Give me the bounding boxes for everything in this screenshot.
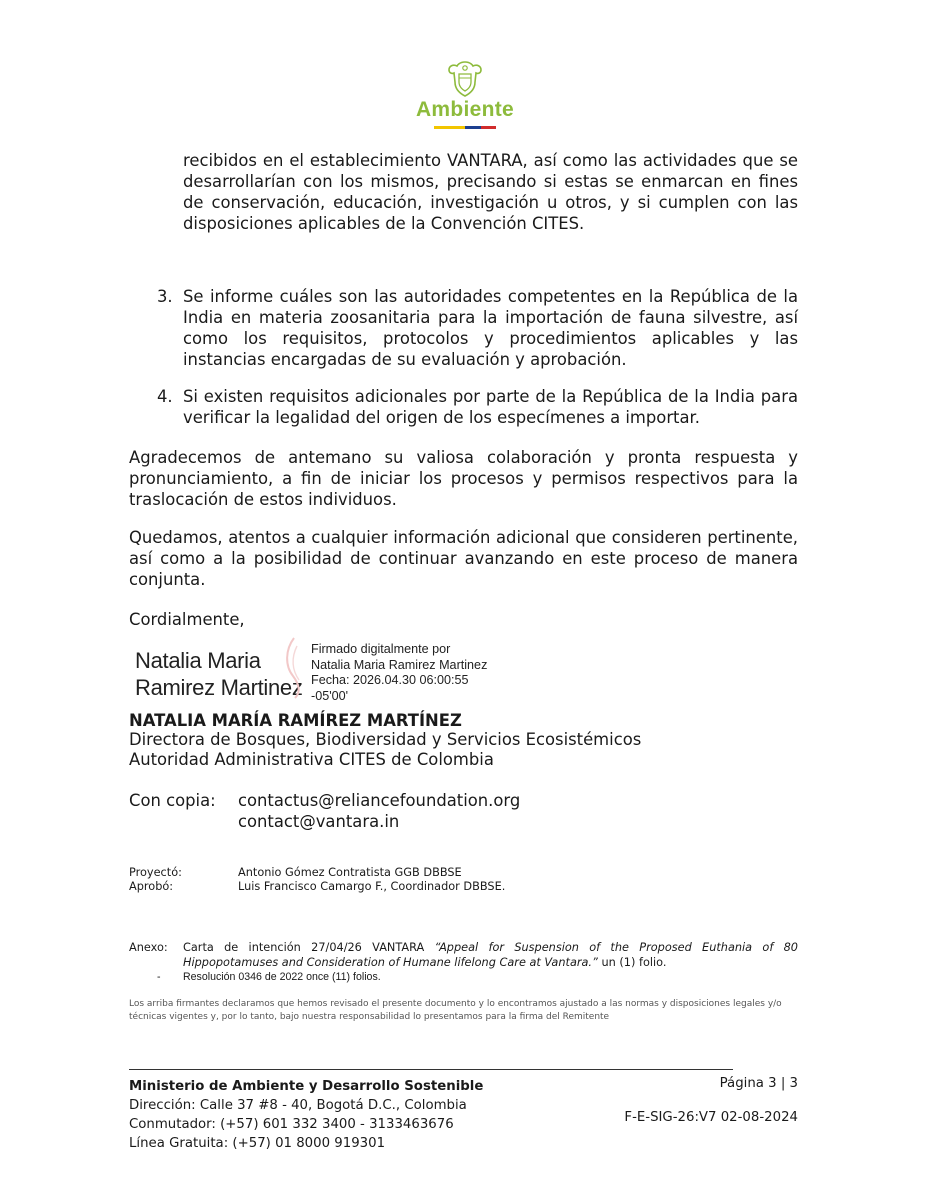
flag-blue (465, 126, 481, 129)
closing-salutation: Cordialmente, (129, 610, 245, 629)
flag-red (481, 126, 496, 129)
form-code: F-E-SIG-26:V7 02-08-2024 (624, 1110, 798, 1125)
digital-signature-details (311, 642, 487, 705)
list-number-4: 4. (157, 387, 173, 406)
copy-label: Con copia: (129, 791, 216, 810)
copy-email-2[interactable]: contact@vantara.in (238, 812, 400, 831)
digital-sign-line-3: Fecha: 2026.04.30 06:00:55 (311, 673, 469, 688)
footer-address: Dirección: Calle 37 #8 - 40, Bogotá D.C., Colombia (129, 1098, 467, 1113)
signer-role-1: Directora de Bosques, Biodiversidad y Servicios Ecosistémicos (129, 730, 642, 749)
annex-line-1 (183, 940, 798, 955)
logo-text: Ambiente (415, 98, 515, 121)
digital-sign-line-4: -05'00' (311, 689, 349, 704)
list-number-3: 3. (157, 287, 173, 306)
signature-line-1: Natalia Maria (135, 648, 261, 673)
signature-line-2: Ramirez Martinez (135, 675, 303, 700)
signer-role-2: Autoridad Administrativa CITES de Colombia (129, 750, 494, 769)
projected-value: Antonio Gómez Contratista GGB DBBSE (238, 866, 462, 879)
list-item-4: Si existen requisitos adicionales por parte de la República de la India para verificar la legalidad del origen de los especímenes a importar. (183, 387, 798, 427)
approved-label: Aprobó: (129, 880, 174, 893)
continuation-paragraph: recibidos en el establecimiento VANTARA, así como las actividades que se desarrollarían con los mismos, precisando si estas se enmarcan en fines de conservación, educación, investigación u otros, y si cumplen con las disposiciones aplicables de la Convención CITES. (183, 151, 798, 233)
signer-name: NATALIA MARÍA RAMÍREZ MARTÍNEZ (129, 711, 462, 730)
annex-line-2 (183, 955, 666, 970)
approved-value: Luis Francisco Camargo F., Coordinador DBBSE. (238, 880, 506, 893)
digital-sign-line-1: Firmado digitalmente por (311, 642, 451, 656)
page-number: Página 3 | 3 (719, 1076, 798, 1091)
digital-sign-line-2: Natalia Maria Ramirez Martinez (311, 657, 488, 672)
annex-line-1-prefix: Carta de intención 27/04/26 VANTARA (183, 941, 435, 954)
annex-label: Anexo: (129, 941, 168, 954)
list-item-3: Se informe cuáles son las autoridades competentes en la República de la India en materia zoosanitaria para la importación de fauna silvestre, así como los requisitos, protocolos y procedimientos aplicables y las instancias encargadas de su evaluación y aprobación. (183, 287, 798, 369)
annex-bullet: - (157, 971, 161, 983)
annex-line-3: Resolución 0346 de 2022 once (11) folios. (183, 971, 381, 983)
flag-yellow (434, 126, 465, 129)
attentive-paragraph: Quedamos, atentos a cualquier información adicional que consideren pertinente, así como a la posibilidad de continuar avanzando en este proceso de manera conjunta. (129, 528, 798, 589)
footer-switchboard: Conmutador: (+57) 601 332 3400 - 3133463676 (129, 1117, 454, 1132)
annex-line-2-suffix: un (1) folio. (597, 956, 667, 969)
projected-label: Proyectó: (129, 866, 182, 879)
flag-stripe (434, 126, 496, 129)
ministry-logo (400, 60, 530, 140)
signature-watermark-icon (283, 636, 305, 700)
annex-line-1-title: “Appeal for Suspension of the Proposed Euthania of 80 (434, 941, 798, 954)
footer-toll-free: Línea Gratuita: (+57) 01 8000 919301 (129, 1136, 386, 1151)
thanks-paragraph: Agradecemos de antemano su valiosa colaboración y pronta respuesta y pronunciamiento, a fin de iniciar los procesos y permisos respectivos para la traslocación de estos individuos. (129, 448, 798, 509)
coat-of-arms-icon (445, 60, 485, 98)
footer-ministry: Ministerio de Ambiente y Desarrollo Sostenible (129, 1079, 484, 1094)
disclaimer-text: Los arriba firmantes declaramos que hemos revisado el presente documento y lo encontramos ajustado a las normas y disposiciones legales y/o técnicas vigentes y, por lo tanto, bajo nuestra responsabilidad lo presentamos para la firma del Remitente (129, 999, 782, 1022)
annex-line-2-title: Hippopotamuses and Consideration of Humane lifelong Care at Vantara.” (183, 956, 598, 969)
handwritten-signature (135, 647, 303, 701)
copy-email-1[interactable]: contactus@reliancefoundation.org (238, 791, 521, 810)
footer-divider (129, 1069, 733, 1070)
